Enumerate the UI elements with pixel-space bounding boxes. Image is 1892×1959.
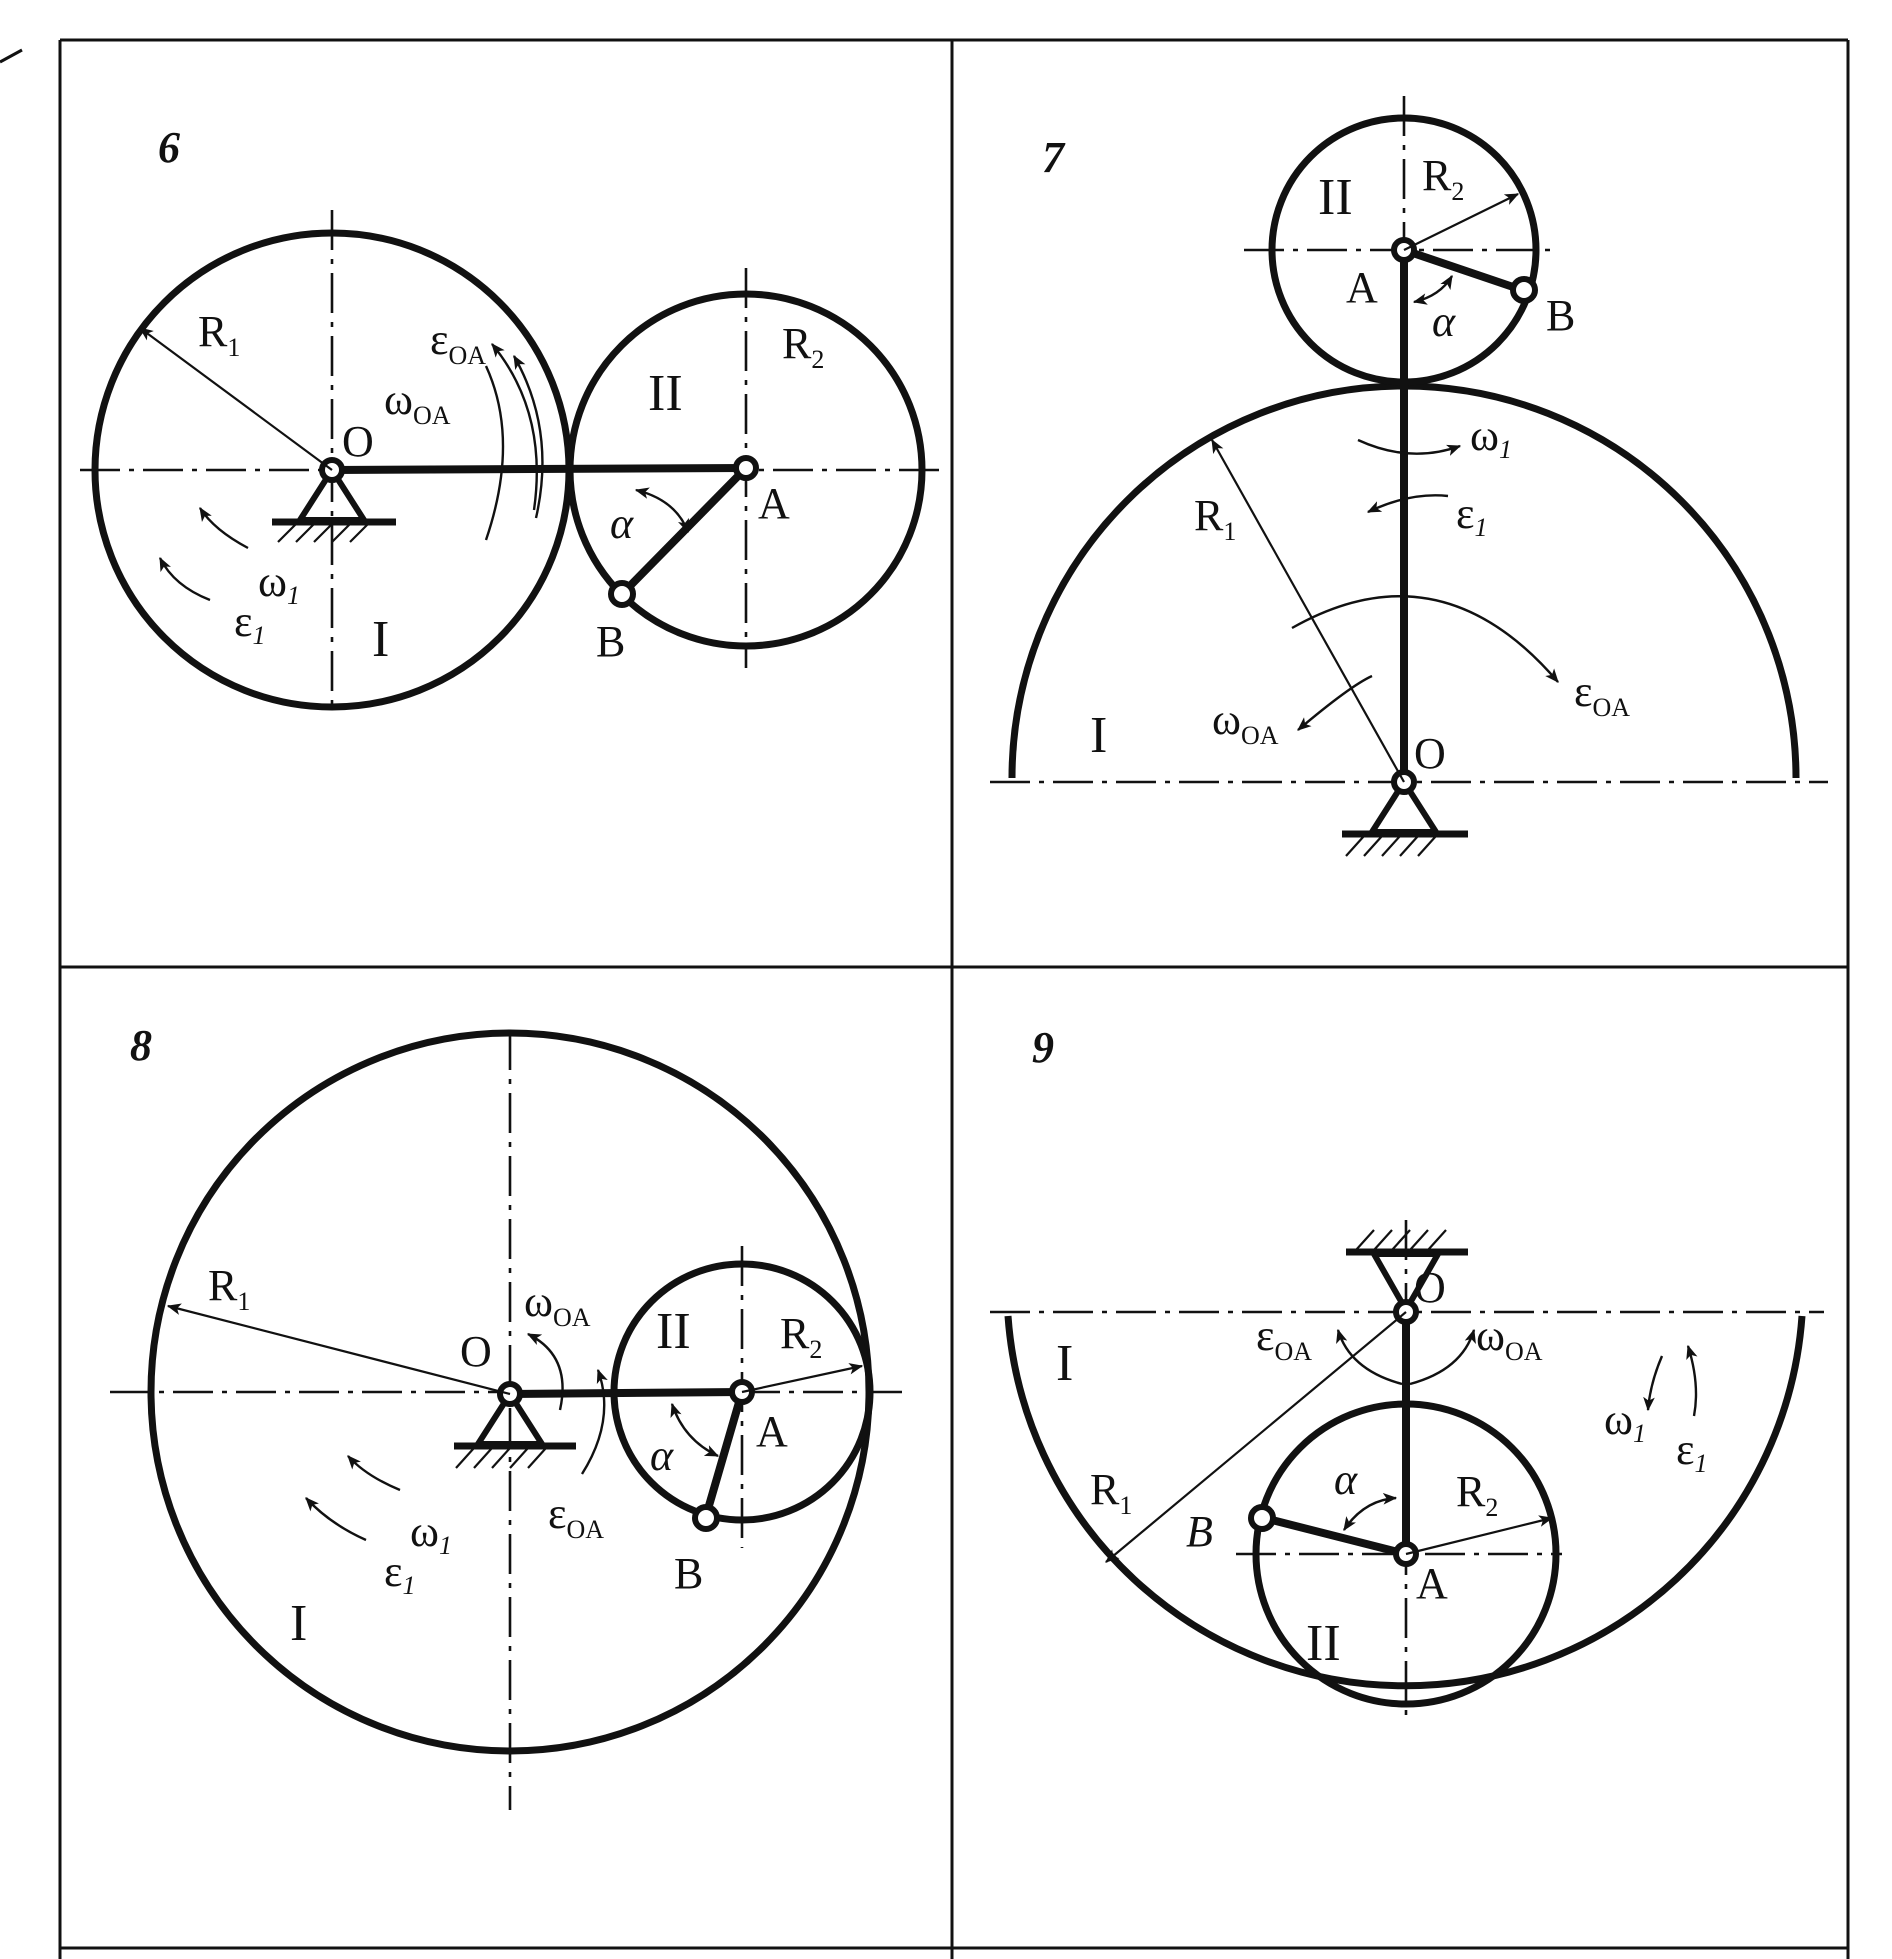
label-eps-oa: $\varepsilon_{OA}$	[548, 1489, 605, 1544]
label-r1: $R_1$	[208, 1261, 251, 1316]
eps-oa-arrow	[1292, 596, 1558, 682]
omega-oa-arrow	[514, 356, 542, 518]
label-r2: $R_2$	[1422, 151, 1465, 206]
omega1-arrow	[1648, 1356, 1662, 1410]
label-b: B	[596, 617, 626, 666]
label-r1: $R_1$	[1090, 1465, 1133, 1520]
label-wheel-2: II	[1306, 1615, 1341, 1672]
label-a: A	[1416, 1559, 1448, 1608]
label-o: O	[342, 417, 374, 466]
figure-9	[990, 1023, 1824, 1720]
label-b: B	[1186, 1507, 1213, 1556]
label-alpha: α	[610, 499, 634, 548]
label-eps-oa: $\varepsilon_{OA}$	[1574, 667, 1631, 722]
figure-6	[80, 123, 940, 712]
label-eps-oa: $\varepsilon_{OA}$	[430, 315, 487, 370]
alpha-arc	[636, 490, 688, 532]
link-ab	[1404, 250, 1522, 290]
figure-number: 9	[1032, 1023, 1054, 1072]
alpha-arc	[672, 1404, 718, 1456]
label-a: A	[1346, 263, 1378, 312]
radius-r2-arrow	[742, 1366, 862, 1392]
joint-b	[695, 1507, 717, 1529]
crank-oa	[332, 468, 746, 470]
label-omega1: ω1	[410, 1507, 452, 1560]
figure-number: 7	[1042, 133, 1064, 182]
label-omega-oa: $\omega_{OA}$	[1476, 1311, 1543, 1366]
label-wheel-2: II	[1318, 169, 1353, 226]
label-wheel-2: II	[656, 1303, 691, 1360]
label-wheel-1: I	[1090, 707, 1108, 764]
joint-a	[736, 458, 756, 478]
figure-number: 8	[130, 1021, 152, 1070]
label-omega-oa: $\omega_{OA}$	[1212, 695, 1279, 750]
eps-oa-arrow	[1338, 1330, 1402, 1384]
label-eps1: ε1	[234, 597, 266, 650]
figure-number: 6	[158, 123, 180, 172]
label-eps1: ε1	[1456, 489, 1488, 542]
eps1-arrow	[306, 1498, 366, 1540]
link-ab	[622, 468, 746, 594]
radius-r1-arrow	[168, 1306, 510, 1394]
label-eps-oa: $\varepsilon_{OA}$	[1256, 1311, 1313, 1366]
eps1-arrow	[160, 558, 210, 600]
label-wheel-2: II	[648, 365, 683, 422]
omega1-arrow	[1358, 440, 1460, 454]
label-wheel-1: I	[290, 1595, 308, 1652]
link-ab	[1264, 1518, 1406, 1554]
eps-oa-arrow	[582, 1370, 604, 1474]
label-r1: $R_1$	[198, 307, 241, 362]
label-r2: $R_2$	[782, 319, 825, 374]
omega-oa-arc	[486, 366, 503, 540]
joint-b	[1513, 279, 1535, 301]
label-alpha: α	[650, 1431, 674, 1480]
label-alpha: α	[1334, 1455, 1358, 1504]
label-o: O	[1414, 729, 1446, 778]
label-o: O	[460, 1327, 492, 1376]
joint-b	[611, 583, 633, 605]
joint-b	[1251, 1507, 1273, 1529]
omega-oa-arrow	[1410, 1330, 1474, 1384]
omega-oa-arrow	[528, 1334, 563, 1410]
label-a: A	[756, 1407, 788, 1456]
omega1-arrow	[348, 1456, 400, 1490]
label-omega-oa: $\omega_{OA}$	[384, 375, 451, 430]
label-wheel-1: I	[372, 611, 390, 668]
label-o: O	[1414, 1263, 1446, 1312]
label-eps1: ε1	[384, 1547, 416, 1600]
eps1-arrow	[1688, 1346, 1696, 1416]
label-omega1: ω1	[258, 557, 300, 610]
omega1-arrow	[200, 508, 248, 548]
label-eps1: ε1	[1676, 1425, 1708, 1478]
label-alpha: α	[1432, 297, 1456, 346]
label-r2: $R_2$	[1456, 1467, 1499, 1522]
crank-oa	[510, 1392, 742, 1394]
label-wheel-1: I	[1056, 1335, 1074, 1392]
label-b: B	[1546, 291, 1576, 340]
label-omega1: ω1	[1604, 1395, 1646, 1448]
figure-7	[990, 96, 1828, 856]
corner-mark	[0, 50, 22, 62]
label-r1: $R_1$	[1194, 491, 1237, 546]
label-omega1: ω1	[1470, 411, 1512, 464]
label-omega-oa: $\omega_{OA}$	[524, 1277, 591, 1332]
radius-r2-arrow	[1406, 1518, 1552, 1554]
link-ab	[706, 1392, 742, 1516]
label-a: A	[758, 479, 790, 528]
label-b: B	[674, 1549, 704, 1598]
figure-8	[110, 1021, 902, 1810]
label-r2: $R_2$	[780, 1309, 823, 1364]
